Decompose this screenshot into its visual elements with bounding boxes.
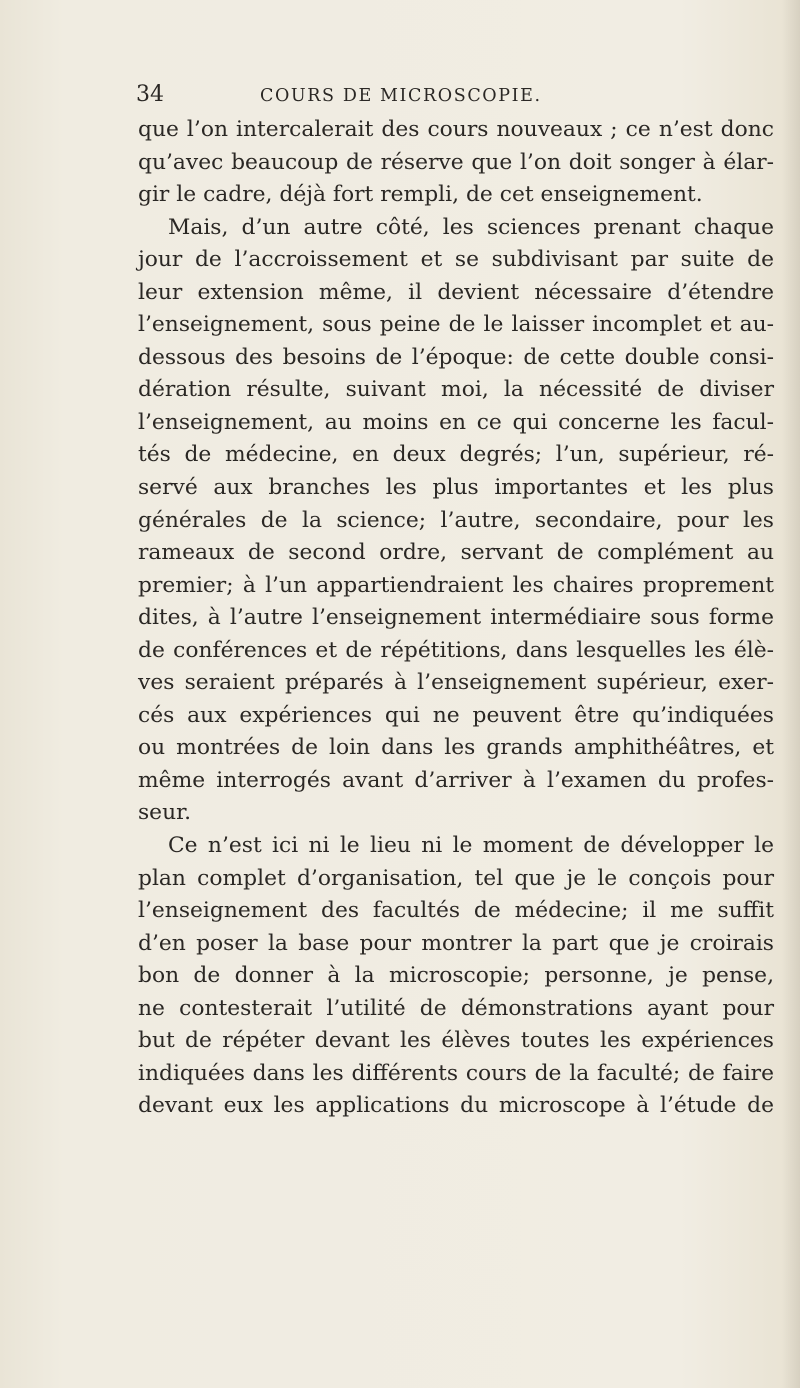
text-line: rameaux de second ordre, servant de complément au [138,540,774,566]
page-number: 34 [136,82,164,107]
text-line: ou montrées de loin dans les grands amphithéâtres, et [138,735,774,761]
text-line: devant eux les applications du microscope à l’étude de [138,1093,774,1119]
text-line: dites, à l’autre l’enseignement intermédiaire sous forme [138,605,774,631]
text-line: dessous des besoins de l’époque: de cette double consi- [138,344,774,370]
text-line: ves seraient préparés à l’enseignement supérieur, exer- [138,670,774,696]
text-line: cés aux expériences qui ne peuvent être qu’indiquées [138,702,774,728]
text-line: l’enseignement, au moins en ce qui concerne les facul- [138,409,774,435]
text-line: seur. [138,800,192,826]
text-line: servé aux branches les plus importantes et les plus [138,475,774,501]
text-line: leur extension même, il devient nécessaire d’étendre [138,279,774,305]
text-line: dération résulte, suivant moi, la nécessité de diviser [138,377,774,403]
text-line: l’enseignement, sous peine de le laisser incomplet et au- [138,312,774,338]
text-line: bon de donner à la microscopie; personne, je pense, [138,963,774,989]
page-edge-shadow [782,0,800,1388]
text-line: tés de médecine, en deux degrés; l’un, supérieur, ré- [138,442,774,468]
text-line: Ce n’est ici ni le lieu ni le moment de développer le [168,833,774,859]
text-line: jour de l’accroissement et se subdivisant par suite de [138,247,774,273]
text-line: indiquées dans les différents cours de la faculté; de faire [138,1060,774,1086]
text-line: de conférences et de répétitions, dans lesquelles les élè- [138,637,774,663]
text-line: que l’on intercalerait des cours nouveaux ; ce n’est donc [138,117,774,142]
text-line: qu’avec beaucoup de réserve que l’on doit songer à élar- [138,149,774,175]
text-line: gir le cadre, déjà fort rempli, de cet enseignement. [138,182,703,208]
text-line: Mais, d’un autre côté, les sciences prenant chaque [168,214,774,240]
text-line: plan complet d’organisation, tel que je le conçois pour [138,865,774,891]
text-line: ne contesterait l’utilité de démonstrations ayant pour [138,995,774,1021]
text-line: premier; à l’un appartiendraient les chaires proprement [138,572,774,598]
text-line: même interrogés avant d’arriver à l’examen du profes- [138,767,774,793]
text-line: but de répéter devant les élèves toutes les expériences [138,1028,774,1054]
text-line: générales de la science; l’autre, secondaire, pour les [138,507,774,533]
running-title: COURS DE MICROSCOPIE. [260,86,542,106]
text-line: d’en poser la base pour montrer la part que je croirais [138,930,774,956]
page-header [136,82,756,114]
text-line: l’enseignement des facultés de médecine; il me suffit [138,898,774,924]
body-text [138,114,774,1123]
